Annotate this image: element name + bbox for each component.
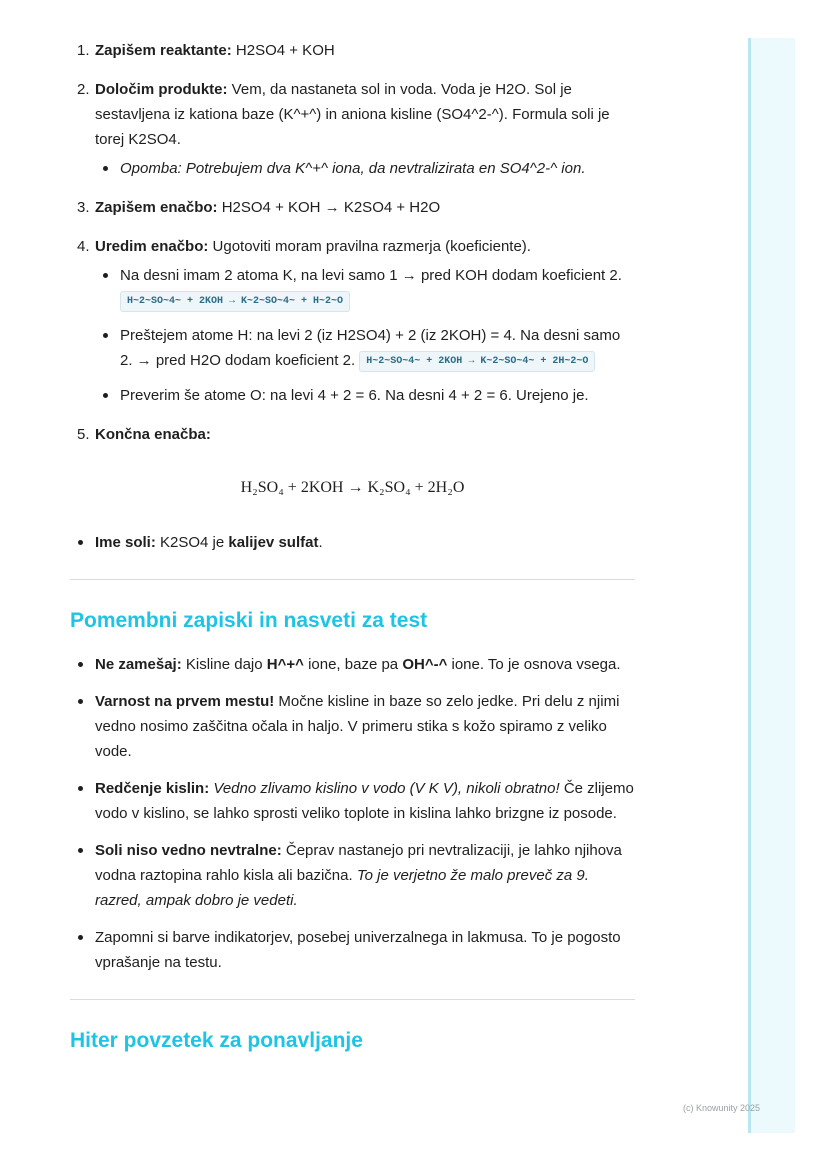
tip-bold: Redčenje kislin: [95,780,210,797]
tip-item [70,776,635,826]
step-4-substeps [95,263,635,408]
bullet-dot [78,935,83,940]
note-item [95,156,635,181]
salt-formula: K2SO4 je [155,534,229,551]
step-number: 1. [77,42,90,59]
salt-end: . [318,534,323,551]
substep-h [95,323,635,373]
step-number: 3. [77,199,90,216]
tip-text: ione. To je osnova vsega. [447,656,621,673]
step-number: 4. [77,238,90,255]
step-text: H2SO4 + KOH [231,42,335,59]
eq-product-water: + 2H₂O [410,479,465,496]
salt-label: Ime soli: [95,534,156,551]
bullet-dot [103,393,108,398]
tip-text: Čeprav nastanejo pri nevtralizaciji, je lahko njihova vodna raztopina rahlo kisla ali bazična. [95,842,622,884]
section-heading-tips: Pomembni zapiski in nasveti za test [70,609,428,632]
salt-name-item [70,530,635,555]
bullet-dot [103,273,108,278]
step-number: 2. [77,81,90,98]
inline-code-equation: H~2~SO~4~ + 2KOH → K~2~SO~4~ + 2H~2~O [359,351,595,372]
salt-name: kalijev sulfat [228,534,319,551]
tip-bold: Ne zamešaj: [95,656,182,673]
right-margin-bar [748,38,795,1133]
step-title: Določim produkte: [95,81,228,98]
substep-o [95,383,635,408]
tip-bold: OH^-^ [402,656,448,673]
step-4 [70,234,635,408]
tip-bold: Soli niso vedno nevtralne: [95,842,282,859]
tip-item [70,838,635,913]
step-title: Končna enačba: [95,426,211,443]
eq-product-salt: K₂SO₄ [363,479,411,496]
tip-item [70,652,635,677]
step-number: 5. [77,426,90,443]
eq-reactant-base: + 2KOH [283,479,348,496]
section-divider [70,579,635,580]
tip-text: Močne kisline in baze so zelo jedke. Pri delu z njimi vedno nosimo zaščitna očala in haljo. V primeru stika s kožo spiramo z veliko vode. [95,693,620,760]
tip-item [70,689,635,764]
tip-bold: Varnost na prvem mestu! [95,693,275,710]
substep-k [95,263,635,313]
substep-text: Na desni imam 2 atoma K, na levi samo 1 → pred KOH dodam koeficient 2. [120,267,622,284]
step-2-notes [95,156,635,181]
tip-text: Zapomni si barve indikatorjev, posebej univerzalnega in lakmusa. To je pogosto vprašanje na testu. [95,929,621,971]
tip-item [70,925,635,975]
step-2 [70,77,635,181]
salt-name-list [70,530,635,555]
tip-text: Kisline dajo [181,656,267,673]
step-title: Zapišem enačbo: [95,199,218,216]
eq-reactant-acid: H₂SO₄ [240,479,284,496]
bullet-dot [78,786,83,791]
step-5 [70,422,635,447]
tip-text: Če zlijemo vodo v kislino, se lahko sprosti veliko toplote in kislina lahko brizgne iz posode. [95,780,634,822]
step-title: Uredim enačbo: [95,238,209,255]
document-body [70,38,635,1072]
step-3 [70,195,635,220]
tip-text: ione, baze pa [303,656,403,673]
steps-list [70,38,635,447]
step-text: Ugotoviti moram pravilna razmerja (koeficiente). [208,238,531,255]
tip-italic: Vedno zlivamo kislino v vodo (V K V), nikoli obratno! [209,780,560,797]
bullet-dot [103,333,108,338]
inline-code-equation: H~2~SO~4~ + 2KOH → K~2~SO~4~ + H~2~O [120,291,350,312]
tips-list [70,652,635,975]
substep-text: Preverim še atome O: na levi 4 + 2 = 6. Na desni 4 + 2 = 6. Urejeno je. [120,387,589,404]
bullet-dot [78,662,83,667]
step-text: H2SO4 + KOH → K2SO4 + H2O [217,199,441,216]
step-1 [70,38,635,63]
step-text: Vem, da nastaneta sol in voda. Voda je H2O. Sol je sestavljena iz kationa baze (K^+^) in aniona kisline (SO4^2-^). Formula soli je torej K2SO4. [95,81,610,148]
final-equation [70,475,635,500]
substep-text: Preštejem atome H: na levi 2 (iz H2SO4) + 2 (iz 2KOH) = 4. Na desni samo 2. → pred H2O dodam koeficient 2. [120,327,621,369]
eq-arrow: → [347,479,364,496]
tip-italic: To je verjetno že malo preveč za 9. razred, ampak dobro je vedeti. [95,867,589,909]
tip-bold: H^+^ [266,656,304,673]
step-title: Zapišem reaktante: [95,42,232,59]
section-divider [70,999,635,1000]
bullet-dot [78,540,83,545]
bullet-dot [78,848,83,853]
bullet-dot [78,699,83,704]
copyright-footer: (c) Knowunity 2025 [683,1103,761,1113]
section-heading-summary: Hiter povzetek za ponavljanje [70,1029,363,1052]
note-text: Opomba: Potrebujem dva K^+^ iona, da nevtralizirata en SO4^2-^ ion. [120,160,586,177]
bullet-dot [103,166,108,171]
